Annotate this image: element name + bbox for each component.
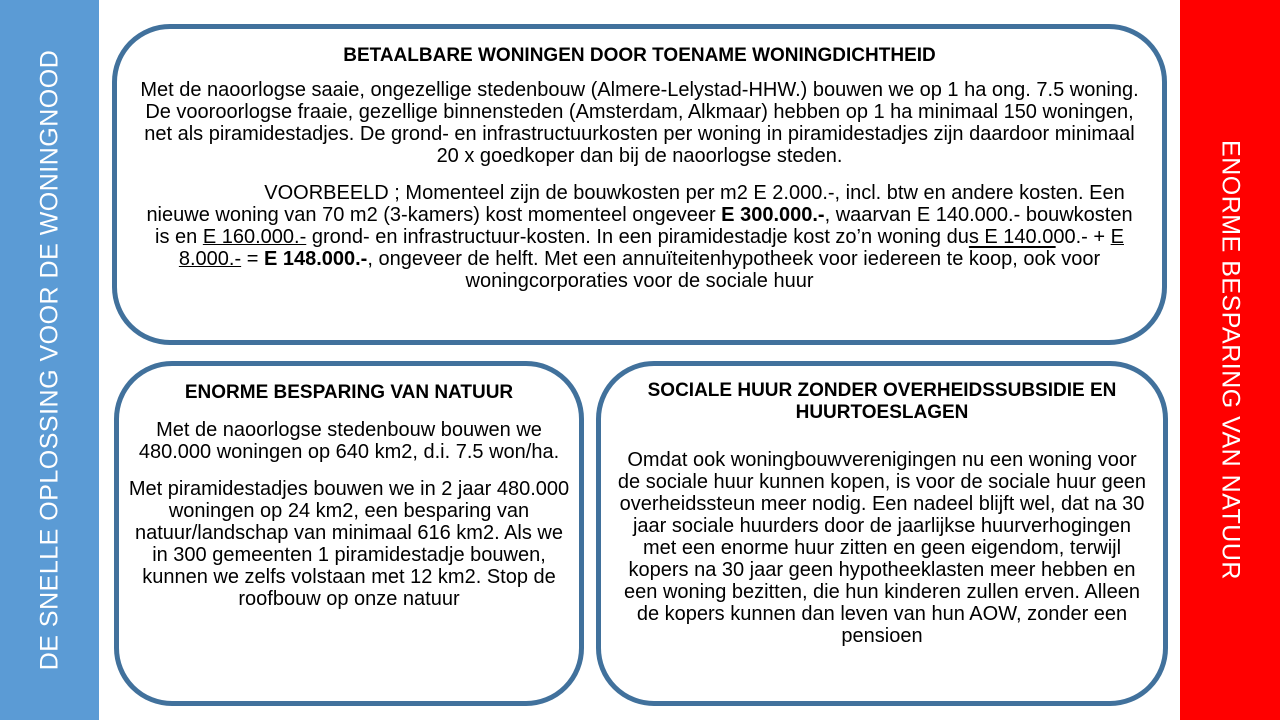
example-text-5: , ongeveer de helft. Met een annuïteitenhypotheek voor iedereen te	[367, 248, 969, 270]
example-paragraph	[137, 182, 1142, 292]
affordable-housing-paragraph: Met de naoorlogse saaie, ongezellige stedenbouw (Almere-Lelystad-HHW.) bouwen we op 1 ha ong. 7.5 woning. De vooroorlogse fraaie, gezellige binnensteden (Amsterdam, Alkmaar) hebben op 1 ha minimaal 150 woningen, net als piramidestadjes. De grond- en infrastructuurkosten per woning in piramidestadjes zijn daardoor minimaal 20 x goedkoper dan bij de naoorlogse steden.	[140, 79, 1139, 167]
example-text-1: VOORBEELD ; Momenteel zijn de bouwkosten per m2 E 2.000.-, incl. btw en andere kosten. Een nieuwe woning van 70 m2 (3-kamers) kost momenteel ongeveer	[146, 182, 1125, 226]
left-side-banner	[0, 0, 99, 720]
example-land-cost: E 160.000.-	[202, 226, 307, 248]
example-price-pyramid: E 148.000.-	[263, 248, 368, 270]
nature-savings-title: ENORME BESPARING VAN NATUUR	[184, 382, 514, 403]
social-rent-box	[596, 361, 1168, 706]
example-text-2: , waarvan E 140.000.- bouwkosten is en	[155, 204, 1133, 248]
example-overlined-text: koop, ook	[968, 248, 1056, 270]
affordable-housing-title: BETAALBARE WONINGEN DOOR TOENAME WONINGDICHTHEID	[343, 45, 936, 66]
nature-savings-paragraph-2: Met piramidestadjes bouwen we in 2 jaar 480.000 woningen op 24 km2, een besparing van natuur/landschap van minimaal 616 km2. Als we in 300 gemeenten 1 piramidestadje bouwen, kunnen we zelfs volstaan met 12 km2. Stop de roofbouw op onze natuur	[128, 478, 570, 610]
nature-savings-paragraph-1: Met de naoorlogse stedenbouw bouwen we 480.000 woningen op 640 km2, d.i. 7.5 won/ha.	[138, 419, 560, 463]
social-rent-title: SOCIALE HUUR ZONDER OVERHEIDSSUBSIDIE EN HUURTOESLAGEN	[647, 380, 1117, 423]
affordable-housing-box	[112, 24, 1167, 345]
example-text-3: grond- en infrastructuur-kosten. In een piramidestadje kost zo’n woning dus E 140.000.- +	[306, 226, 1111, 248]
example-price-new: E 300.000.-	[721, 204, 825, 226]
example-text-6: voor woningcorporaties voor de sociale huur	[465, 248, 1101, 292]
example-land-cost-pyramid: E 8.000.-	[178, 226, 1124, 270]
social-rent-paragraph: Omdat ook woningbouwverenigingen nu een woning voor de sociale huur kunnen kopen, is voor de sociale huur geen overheidssteun meer nodig. Een nadeel blijft wel, dat na 30 jaar sociale huurders door de jaarlijkse huurverhogingen met een enorme huur zitten en geen eigendom, terwijl kopers na 30 jaar geen hypotheeklasten meer hebben en een woning bezitten, die hun kinderen zullen erven. Alleen de kopers kunnen dan leven van hun AOW, zonder een pensioen	[617, 449, 1147, 647]
nature-savings-box	[114, 361, 584, 706]
right-side-banner	[1180, 0, 1280, 720]
left-banner-text: DE SNELLE OPLOSSING VOOR DE WONINGNOOD	[35, 49, 63, 671]
right-banner-text: ENORME BESPARING VAN NATUUR	[1216, 140, 1245, 580]
example-text-4: =	[241, 248, 264, 270]
